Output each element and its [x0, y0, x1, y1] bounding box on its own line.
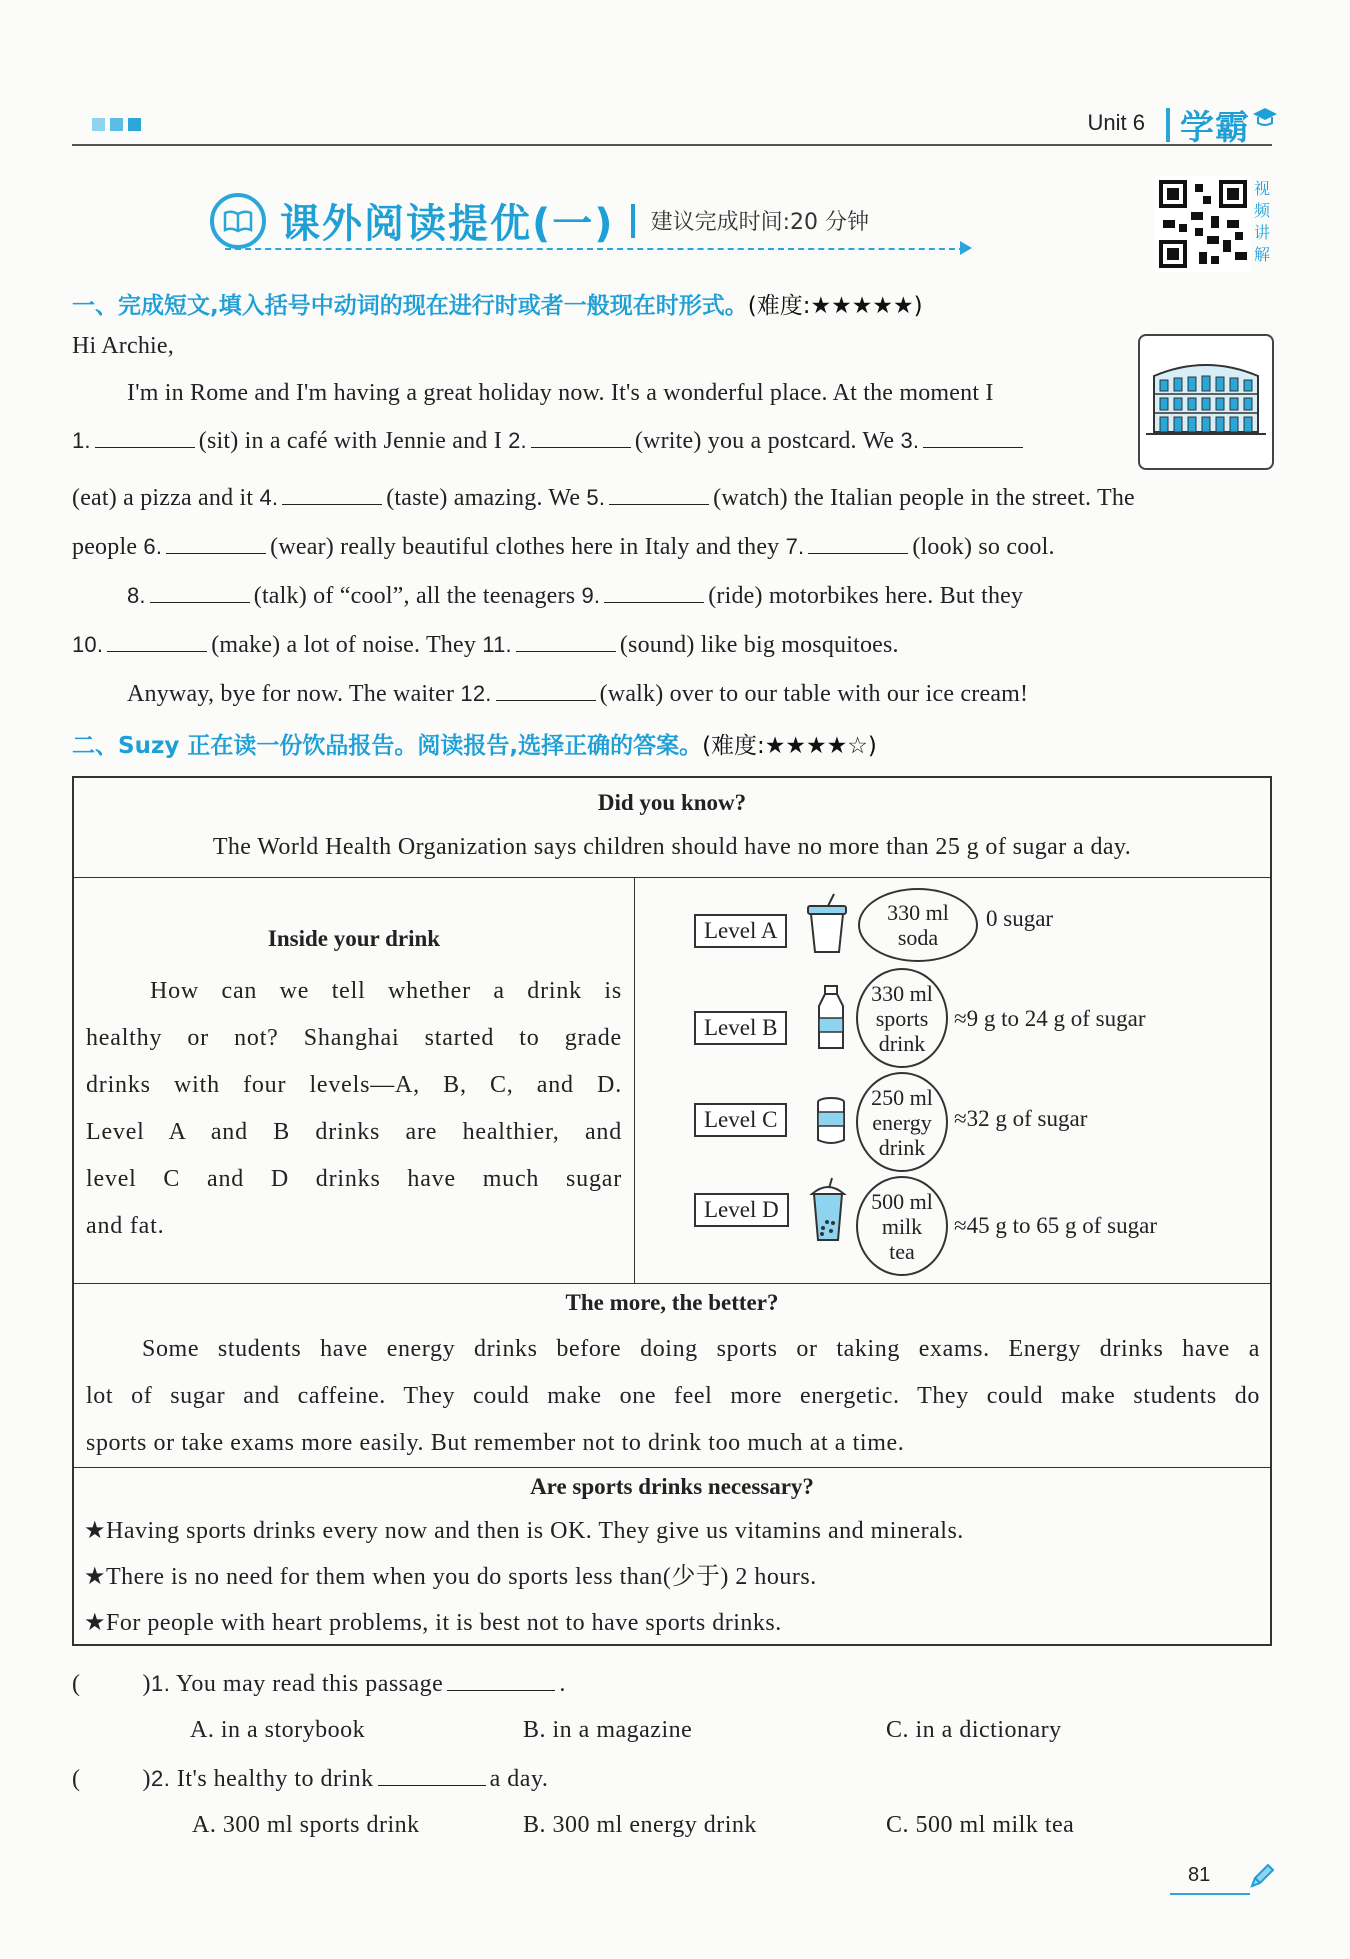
header-rule [72, 144, 1272, 146]
header-square [110, 118, 123, 131]
divider [74, 1283, 1270, 1284]
qr-code-icon[interactable] [1155, 176, 1251, 272]
header-square [128, 118, 141, 131]
inside-line: Level A and B drinks are healthier, and [86, 1119, 622, 1145]
inside-line: and fat. [86, 1213, 165, 1239]
did-you-know-heading: Did you know? [597, 790, 747, 815]
blank-number: 1. [72, 428, 91, 453]
pencil-icon [1248, 1862, 1276, 1890]
part1-instruction-text: 一、完成短文,填入括号中动词的现在进行时或者一般现在时形式。 [72, 293, 748, 319]
necessary-item: ★There is no need for them when you do sports less than(少于) 2 hours. [84, 1564, 817, 1590]
blank-9[interactable] [604, 582, 704, 603]
blank-7[interactable] [808, 533, 908, 554]
inside-line: How can we tell whether a drink is [150, 978, 622, 1004]
part2-instruction [72, 727, 877, 760]
necessary-item: ★For people with heart problems, it is best not to have sports drinks. [84, 1610, 782, 1636]
necessary-heading: Are sports drinks necessary? [530, 1474, 814, 1499]
suggested-time: 建议完成时间:20 分钟 [650, 210, 869, 235]
text: (eat) a pizza and it [72, 485, 254, 511]
text: (write) you a postcard. We [634, 428, 895, 454]
level-b-label: Level B [694, 1011, 787, 1045]
text: (ride) motorbikes here. But they [708, 583, 1024, 609]
question-stem: It's healthy to drink [176, 1766, 374, 1792]
level-c-drink [856, 1072, 948, 1172]
blank-5[interactable] [609, 484, 709, 505]
colosseum-image [1138, 334, 1274, 470]
graduation-cap-icon [1252, 105, 1278, 131]
milk-tea-icon [806, 1176, 850, 1244]
text: (make) a lot of noise. They [211, 632, 477, 658]
text: (wear) really beautiful clothes here in Italy and they [270, 534, 780, 560]
drink-line: soda [897, 925, 939, 950]
passage-line-4 [72, 533, 1055, 561]
blank-number: 4. [259, 485, 279, 510]
blank-number: 8. [127, 583, 146, 608]
question-number: 1. [151, 1671, 171, 1696]
passage-line-2 [72, 427, 1027, 455]
inside-line: drinks with four levels—A, B, C, and D. [86, 1072, 622, 1098]
part2-instruction-text: 二、Suzy 正在读一份饮品报告。阅读报告,选择正确的答案。 [72, 733, 703, 759]
energy-can-icon [814, 1096, 848, 1146]
qr-label-char: 视 [1254, 179, 1271, 198]
part1-difficulty: (难度:★★★★★) [747, 293, 923, 319]
drink-line: 250 ml [871, 1084, 933, 1110]
brand-text: 学霸 [1180, 108, 1250, 148]
drink-line: tea [889, 1238, 915, 1264]
did-you-know-text: The World Health Organization says children should have no more than 25 g of sugar a day. [212, 834, 1132, 860]
more-better-line: lot of sugar and caffeine. They could make one feel more energetic. They could make students do [86, 1383, 1260, 1409]
level-b-drink [856, 968, 948, 1068]
level-d-sugar: ≈45 g to 65 g of sugar [954, 1213, 1157, 1238]
question-stem-end: a day. [489, 1766, 549, 1792]
drink-line: 330 ml [887, 900, 949, 925]
necessary-item: ★Having sports drinks every now and then is OK. They give us vitamins and minerals. [84, 1518, 964, 1544]
blank-6[interactable] [166, 533, 266, 554]
blank-2[interactable] [531, 427, 631, 448]
text: (walk) over to our table with our ice cream! [599, 681, 1029, 707]
divider [74, 1467, 1270, 1468]
inside-line: healthy or not? Shanghai started to grade [86, 1025, 622, 1051]
page-number: 81 [1188, 1864, 1211, 1886]
qr-label-char: 频 [1254, 201, 1271, 220]
answer-paren-open: ( [72, 1671, 81, 1697]
drink-line: drink [878, 1030, 926, 1056]
blank-number: 7. [785, 534, 805, 559]
text: (taste) amazing. We [386, 485, 581, 511]
text: (sit) in a café with Jennie and I [198, 428, 502, 454]
blank-number: 12. [460, 681, 492, 706]
level-c-label: Level C [694, 1103, 787, 1137]
level-b-sugar: ≈9 g to 24 g of sugar [954, 1006, 1146, 1031]
level-a-sugar: 0 sugar [986, 906, 1054, 931]
book-icon [210, 193, 266, 249]
question-1 [72, 1670, 566, 1698]
question-stem: You may read this passage [175, 1671, 444, 1697]
blank-number: 10. [72, 632, 104, 657]
inside-line: level C and D drinks have much sugar [86, 1166, 622, 1192]
blank-number: 2. [508, 428, 527, 453]
sports-bottle-icon [814, 984, 848, 1052]
brand-bar [1166, 108, 1170, 142]
answer-paren-open: ( [72, 1766, 81, 1792]
passage-line-3 [72, 484, 1135, 512]
more-better-paragraph [86, 1326, 1260, 1467]
column-divider [634, 878, 635, 1283]
title-separator [631, 204, 635, 238]
passage-line-6 [72, 631, 899, 659]
section-title-text: 课外阅读提优(一) [280, 201, 615, 247]
blank-3[interactable] [923, 427, 1023, 448]
q2-option-c[interactable]: C. 500 ml milk tea [886, 1812, 1075, 1838]
passage-line-7 [127, 680, 1028, 708]
inside-heading: Inside your drink [267, 926, 441, 951]
q1-option-b[interactable]: B. in a magazine [523, 1717, 693, 1743]
greeting: Hi Archie, [72, 333, 174, 359]
drink-report [72, 776, 1272, 1646]
blank-4[interactable] [282, 484, 382, 505]
drink-line: milk [881, 1213, 923, 1239]
inside-paragraph [86, 968, 622, 1250]
header-square [92, 118, 105, 131]
blank-number: 5. [586, 485, 606, 510]
q1-option-c[interactable]: C. in a dictionary [886, 1717, 1062, 1743]
level-d-label: Level D [694, 1193, 789, 1227]
text: I'm in Rome and I'm having a great holiday now. It's a wonderful place. At the moment I [127, 380, 994, 406]
text: (watch) the Italian people in the street. The [713, 485, 1135, 511]
passage-line-5 [127, 582, 1023, 610]
level-c-sugar: ≈32 g of sugar [954, 1106, 1088, 1131]
text: (look) so cool. [912, 534, 1055, 560]
answer-paren-close: ) [142, 1766, 151, 1792]
level-d-drink [856, 1176, 948, 1276]
blank-12[interactable] [496, 680, 596, 701]
drink-line: drink [878, 1134, 926, 1160]
drink-line: energy [872, 1109, 932, 1135]
question-blank[interactable] [378, 1765, 486, 1786]
qr-label-char: 解 [1254, 245, 1271, 264]
blank-number: 11. [482, 632, 512, 657]
unit-label: Unit 6 [1087, 110, 1145, 135]
brand-logo [1166, 100, 1278, 149]
blank-number: 9. [581, 583, 601, 608]
question-2 [72, 1765, 548, 1793]
q2-option-b[interactable]: B. 300 ml energy drink [523, 1812, 757, 1838]
text: (talk) of “cool”, all the teenagers [253, 583, 576, 609]
section-title [210, 192, 869, 249]
necessary-list [84, 1508, 1264, 1646]
more-better-line: sports or take exams more easily. But remember not to drink too much at a time. [86, 1430, 905, 1456]
qr-label-char: 讲 [1254, 223, 1271, 242]
part2-difficulty: (难度:★★★★☆) [702, 733, 877, 759]
level-a-drink [858, 888, 978, 962]
header-decoration [92, 118, 141, 131]
drink-line: sports [875, 1005, 929, 1031]
passage-line-1 [127, 380, 994, 407]
blank-10[interactable] [107, 631, 207, 652]
blank-1[interactable] [95, 427, 195, 448]
drink-line: 330 ml [871, 980, 933, 1006]
question-stem-end: . [559, 1671, 566, 1697]
title-arrow-icon [960, 241, 972, 255]
text: Anyway, bye for now. The waiter [127, 681, 455, 707]
question-blank[interactable] [447, 1670, 555, 1691]
blank-8[interactable] [150, 582, 250, 603]
divider [74, 877, 1270, 878]
more-better-heading: The more, the better? [565, 1290, 779, 1315]
level-a-label: Level A [694, 914, 787, 948]
page-number-rule [1170, 1893, 1250, 1895]
q1-option-a[interactable]: A. in a storybook [190, 1717, 366, 1743]
more-better-line: Some students have energy drinks before doing sports or taking exams. Energy drinks have a [142, 1336, 1260, 1362]
title-dashed-underline [225, 248, 965, 250]
text: people [72, 534, 138, 560]
drink-line: 500 ml [871, 1188, 933, 1214]
blank-number: 3. [900, 428, 920, 453]
qr-label [1254, 178, 1274, 266]
question-number: 2. [151, 1766, 171, 1791]
text: (sound) like big mosquitoes. [619, 632, 899, 658]
blank-11[interactable] [516, 631, 616, 652]
answer-paren-close: ) [142, 1671, 151, 1697]
part1-instruction [72, 287, 923, 320]
q2-option-a[interactable]: A. 300 ml sports drink [192, 1812, 420, 1838]
blank-number: 6. [143, 534, 163, 559]
soda-cup-icon [804, 892, 850, 956]
